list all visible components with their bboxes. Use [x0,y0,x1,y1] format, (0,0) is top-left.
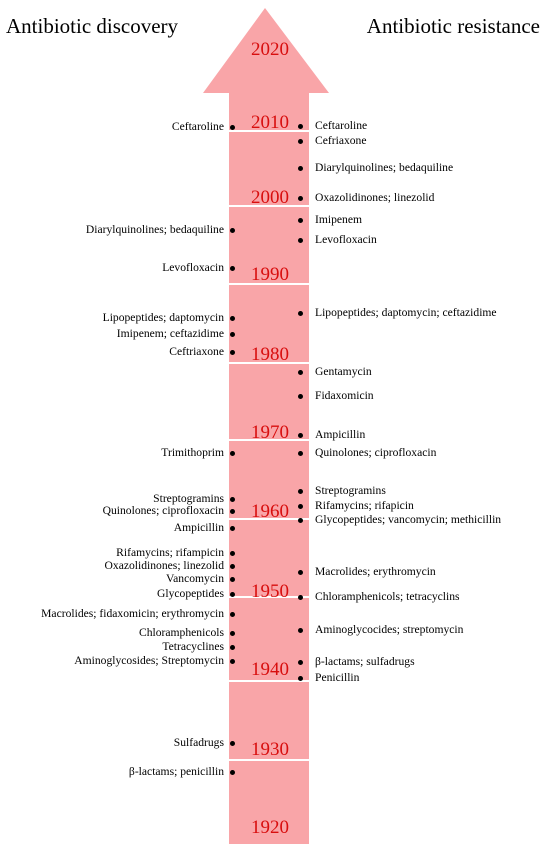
discovery-label: β-lactams; penicillin [128,765,224,778]
year-label: 2020 [251,39,289,60]
resistance-label: Fidaxomicin [315,389,374,402]
discovery-marker [230,497,235,502]
discovery-label: Oxazolidinones; linezolid [104,559,224,572]
resistance-marker [298,124,303,129]
discovery-label: Macrolides; fidaxomicin; erythromycin [41,607,224,620]
resistance-marker [298,504,303,509]
resistance-label: Cefriaxone [315,134,367,147]
year-label: 2010 [251,112,289,133]
resistance-marker [298,451,303,456]
discovery-marker [230,551,235,556]
year-label: 1970 [251,422,289,443]
resistance-marker [298,218,303,223]
year-label: 2000 [251,187,289,208]
year-label: 1940 [251,659,289,680]
discovery-label: Levofloxacin [162,261,224,274]
discovery-marker [230,526,235,531]
discovery-label: Streptogramins [153,492,224,505]
resistance-marker [298,196,303,201]
discovery-label: Imipenem; ceftazidime [116,327,224,340]
resistance-marker [298,570,303,575]
discovery-marker [230,645,235,650]
discovery-marker [230,228,235,233]
resistance-marker [298,518,303,523]
resistance-marker [298,166,303,171]
discovery-marker [230,741,235,746]
discovery-marker [230,332,235,337]
resistance-label: Levofloxacin [315,233,377,246]
resistance-marker [298,238,303,243]
resistance-marker [298,433,303,438]
resistance-label: Ampicillin [315,428,366,441]
resistance-label: Macrolides; erythromycin [315,565,436,578]
year-label: 1950 [251,581,289,602]
discovery-marker [230,451,235,456]
resistance-marker [298,370,303,375]
resistance-marker [298,311,303,316]
discovery-label: Glycopeptides [157,587,224,600]
resistance-label: Aminoglycocides; streptomycin [315,623,464,636]
discovery-marker [230,592,235,597]
resistance-marker [298,676,303,681]
year-label: 1920 [251,817,289,838]
resistance-label: Imipenem [315,213,363,226]
resistance-label: Glycopeptides; vancomycin; methicillin [315,513,502,526]
year-label: 1980 [251,344,289,365]
resistance-label: Quinolones; ciprofloxacin [315,446,437,459]
resistance-label: Penicillin [315,671,360,684]
resistance-label: β-lactams; sulfadrugs [315,655,415,668]
discovery-marker [230,612,235,617]
year-label: 1960 [251,501,289,522]
discovery-marker [230,659,235,664]
discovery-label: Rifamycins; rifampicin [116,546,224,559]
discovery-label: Ceftaroline [171,120,224,133]
discovery-label: Aminoglycosides; Streptomycin [74,654,224,667]
resistance-label: Diarylquinolines; bedaquiline [315,161,454,174]
discovery-label: Ampicillin [173,521,224,534]
discovery-label: Ceftriaxone [169,345,224,358]
resistance-heading: Antibiotic resistance [366,14,540,38]
resistance-label: Rifamycins; rifapicin [315,499,414,512]
resistance-marker [298,660,303,665]
resistance-marker [298,139,303,144]
resistance-label: Oxazolidinones; linezolid [315,191,435,204]
year-label: 1990 [251,264,289,285]
discovery-heading: Antibiotic discovery [6,14,179,38]
discovery-marker [230,350,235,355]
resistance-label: Streptogramins [315,484,386,497]
year-label: 1930 [251,739,289,760]
discovery-label: Trimithoprim [161,446,224,459]
discovery-label: Diarylquinolines; bedaquiline [85,223,224,236]
discovery-marker [230,577,235,582]
discovery-label: Lipopeptides; daptomycin [102,311,224,324]
discovery-marker [230,316,235,321]
discovery-label: Chloramphenicols [138,626,224,639]
discovery-marker [230,770,235,775]
resistance-label: Ceftaroline [315,119,368,132]
resistance-label: Gentamycin [315,365,372,378]
resistance-marker [298,595,303,600]
resistance-label: Chloramphenicols; tetracyclins [315,590,460,603]
discovery-marker [230,266,235,271]
discovery-marker [230,125,235,130]
discovery-label: Sulfadrugs [173,736,224,749]
resistance-marker [298,394,303,399]
discovery-label: Vancomycin [166,572,224,585]
discovery-marker [230,631,235,636]
resistance-label: Lipopeptides; daptomycin; ceftazidime [315,306,497,319]
discovery-marker [230,509,235,514]
resistance-marker [298,628,303,633]
discovery-label: Tetracyclines [162,640,224,653]
discovery-label: Quinolones; ciprofloxacin [102,504,224,517]
resistance-marker [298,489,303,494]
discovery-marker [230,564,235,569]
